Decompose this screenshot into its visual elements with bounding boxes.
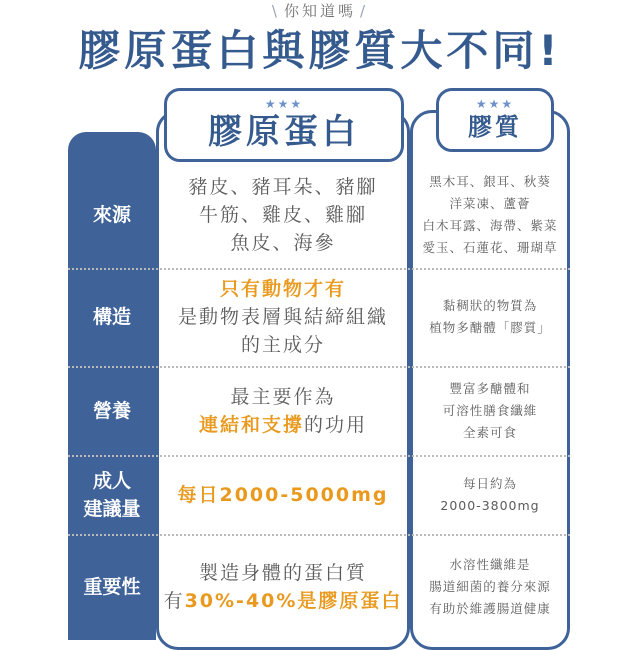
collagen-line bbox=[199, 201, 367, 229]
kicker: \ 你知道嗎 / bbox=[271, 2, 369, 20]
gum-cell bbox=[414, 162, 566, 268]
collagen-line bbox=[230, 229, 335, 257]
row-label-line: 成人 bbox=[92, 469, 131, 492]
collagen-line bbox=[178, 303, 388, 331]
row-label bbox=[68, 162, 156, 268]
stars-icon: ★★★ bbox=[264, 97, 304, 111]
gum-line: 腸道細菌的養分來源 bbox=[429, 579, 551, 594]
gum-line: 每日約為 bbox=[462, 475, 517, 491]
collagen-line bbox=[230, 383, 335, 411]
line-text: 是動物表層與結締組織 bbox=[177, 306, 388, 328]
row-label-line: 營養 bbox=[92, 399, 131, 422]
row-label-line: 構造 bbox=[92, 306, 131, 328]
row-label-line: 重要性 bbox=[83, 576, 141, 598]
gum-line: 2000-3800mg bbox=[440, 497, 540, 513]
line-text: 最主要作為 bbox=[230, 385, 336, 408]
highlight-text: 30%-40%是膠原蛋白 bbox=[184, 590, 403, 612]
gum-line: 全素可食 bbox=[462, 424, 517, 440]
collagen-line bbox=[220, 275, 346, 303]
collagen-cell bbox=[160, 268, 406, 366]
collagen-cell bbox=[160, 366, 406, 455]
kicker-text: 你知道嗎 bbox=[283, 2, 356, 20]
row-label-line: 來源 bbox=[92, 204, 131, 226]
line-text: 的功用 bbox=[304, 413, 368, 436]
line-text: 製造身體的蛋白質 bbox=[198, 562, 367, 584]
row-label-line: 建議量 bbox=[83, 497, 141, 520]
collagen-cell bbox=[160, 534, 406, 640]
gum-cell bbox=[414, 534, 566, 640]
gum-line: 水溶性纖維是 bbox=[449, 557, 531, 572]
row-label bbox=[68, 534, 156, 640]
gum-line: 有助於維護腸道健康 bbox=[429, 601, 551, 616]
stars-icon: ★★★ bbox=[475, 97, 515, 111]
gum-line: 洋菜凍、蘆薈 bbox=[449, 196, 531, 211]
collagen-cell bbox=[160, 162, 406, 268]
gum-cell bbox=[414, 268, 566, 366]
line-text: 魚皮、海參 bbox=[230, 232, 336, 254]
gum-line: 愛玉、石蓮花、珊瑚草 bbox=[422, 240, 558, 255]
highlight-text: 每日2000-5000mg bbox=[177, 483, 389, 506]
collagen-line bbox=[241, 331, 325, 359]
row-label bbox=[68, 366, 156, 455]
collagen-cell bbox=[160, 455, 406, 534]
line-text: 的主成分 bbox=[240, 334, 325, 356]
line-text: 豬皮、豬耳朵、豬腳 bbox=[188, 176, 378, 198]
gum-line: 白木耳露、海帶、紫菜 bbox=[422, 218, 558, 233]
collagen-line bbox=[188, 173, 377, 201]
page-title: 膠原蛋白與膠質大不同! bbox=[78, 26, 562, 75]
gum-line: 黑木耳、銀耳、秋葵 bbox=[429, 174, 551, 189]
collagen-line bbox=[199, 411, 367, 439]
collagen-header bbox=[164, 88, 404, 162]
row-label bbox=[68, 455, 156, 534]
row-label bbox=[68, 268, 156, 366]
gum-line: 黏稠狀的物質為 bbox=[442, 298, 538, 313]
line-prefix: 有 bbox=[163, 590, 185, 612]
highlight-text: 只有動物才有 bbox=[219, 278, 346, 300]
highlight-text: 連結和支撐 bbox=[198, 413, 304, 436]
collagen-line bbox=[177, 481, 388, 509]
collagen-title: 膠原蛋白 bbox=[208, 112, 360, 152]
gum-cell bbox=[414, 366, 566, 455]
gum-line: 植物多醣體「膠質」 bbox=[429, 320, 551, 335]
gum-line: 可溶性膳食纖維 bbox=[442, 402, 538, 418]
gum-title: 膠質 bbox=[468, 113, 522, 141]
gum-cell bbox=[414, 455, 566, 534]
collagen-line bbox=[164, 587, 403, 615]
gum-line: 豐富多醣體和 bbox=[449, 380, 531, 396]
line-text: 牛筋、雞皮、雞腳 bbox=[198, 204, 367, 226]
collagen-line bbox=[199, 559, 367, 587]
gum-header bbox=[436, 88, 554, 152]
